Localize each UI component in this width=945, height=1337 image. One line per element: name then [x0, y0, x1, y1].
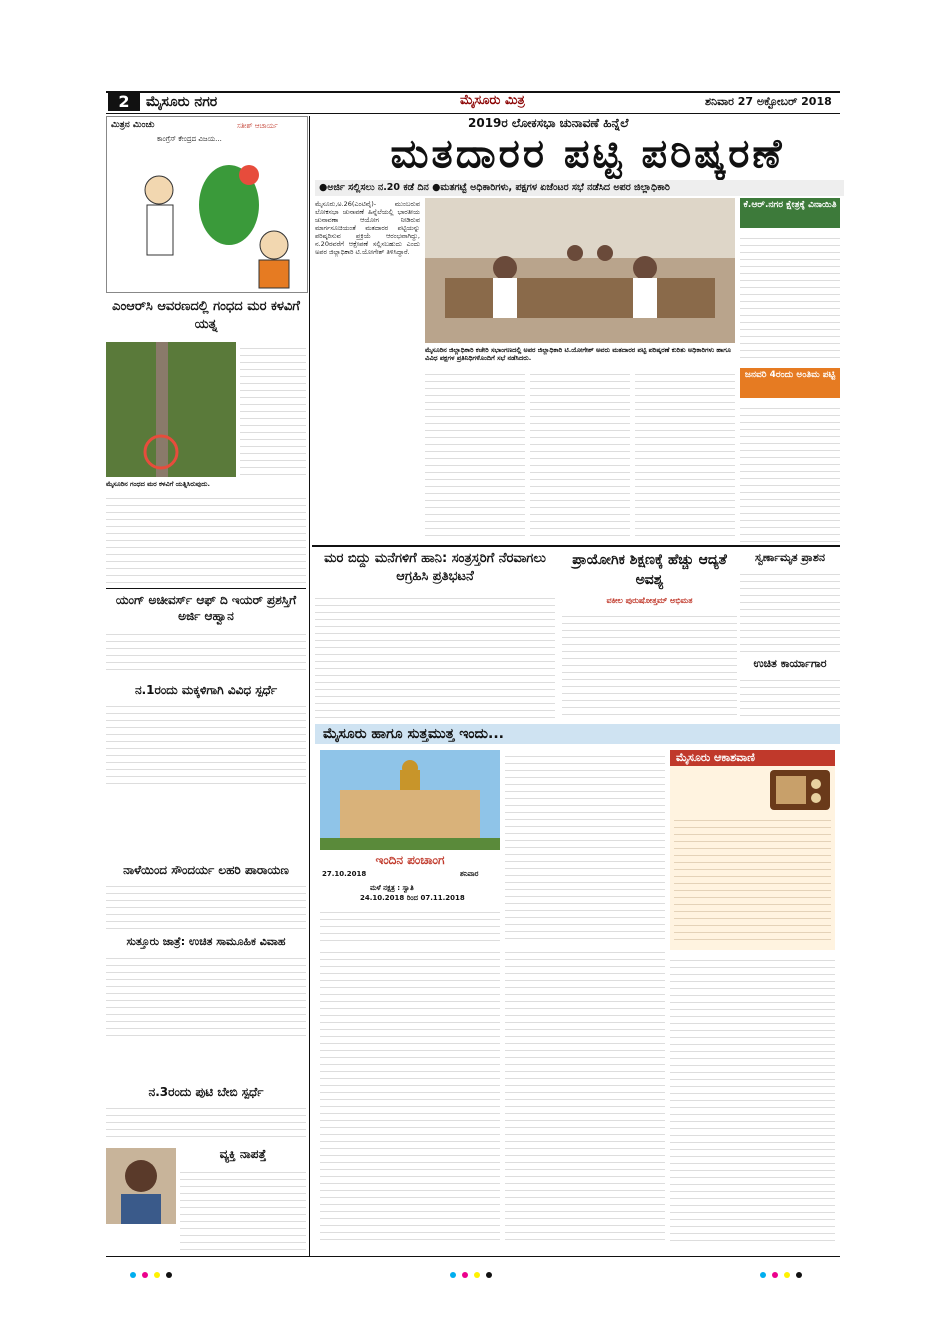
cartoon-drawing — [109, 145, 305, 290]
events-col3 — [670, 954, 835, 1246]
kr-nagar-box-title: ಕೆ.ಆರ್.ನಗರ ಕ್ಷೇತ್ರಕ್ಕೆ ವಿನಾಯಿತಿ — [740, 198, 840, 228]
soundarya-body — [106, 880, 306, 930]
reg-dot-cyan-2 — [450, 1272, 456, 1278]
events-banner: ಮೈಸೂರು ಹಾಗೂ ಸುತ್ತಮುತ್ತ ಇಂದು... — [315, 724, 840, 744]
missing-person-photo — [106, 1148, 176, 1224]
baby-headline: ನ.3ರಂದು ಪುಟಿ ಬೇಬಿ ಸ್ಪರ್ಧೆ — [148, 1085, 264, 1099]
soundarya-headline: ನಾಳೆಯಿಂದ ಸೌಂದರ್ಯ ಲಹರಿ ಪಾರಾಯಣ — [123, 863, 289, 877]
cartoon-artist: ಸತೀಶ್ ಆಚಾರ್ಯ — [237, 122, 278, 130]
lead-headline: ಮತದಾರರ ಪಟ್ಟಿ ಪರಿಷ್ಕರಣೆ — [390, 131, 785, 177]
lead-photo — [425, 198, 735, 343]
reg-dot-yellow-3 — [784, 1272, 790, 1278]
lead-body-col2 — [425, 368, 525, 540]
lead-body-col3 — [530, 368, 630, 540]
children-headline: ನ.1ರಂದು ಮಕ್ಕಳಿಗಾಗಿ ವಿವಿಧ ಸ್ಪರ್ಧೆ — [134, 683, 278, 697]
panchanga-body — [320, 906, 500, 942]
cartoon-title: ಮಿತ್ರನ ಮಿಂಚು — [111, 120, 155, 130]
lead-body-col4 — [635, 368, 735, 540]
sandalwood-body-2 — [106, 492, 306, 584]
reg-dot-magenta-1 — [142, 1272, 148, 1278]
lead-subhead: ●ಅರ್ಜಿ ಸಲ್ಲಿಸಲು ನ.20 ಕಡೆ ದಿನ ●ಮತಗಟ್ಟೆ ಅಧಿಕಾರಿಗಳು, ಪಕ್ಷಗಳ ಏಜೆಂಟರ ಸಭೆ ನಡೆಸಿದ ಅಪರ ಜಿಲ್ಲಾಧಿಕಾರಿ — [315, 180, 844, 196]
sandalwood-body — [240, 342, 306, 478]
palace-photo — [320, 750, 500, 850]
cartoon-caption: ಕಾಂಗ್ರೆಸ್ ಕೇಂದ್ರದ ವಿಜಯ... — [157, 135, 222, 143]
tree-body — [315, 592, 555, 720]
children-body — [106, 700, 306, 790]
wedding-body — [106, 952, 306, 1042]
reg-dot-magenta-3 — [772, 1272, 778, 1278]
reg-dot-black-1 — [166, 1272, 172, 1278]
jan4-body — [740, 402, 840, 542]
radio-schedule — [674, 814, 831, 946]
missing-headline: ವ್ಯಕ್ತಿ ನಾಪತ್ತೆ — [219, 1147, 267, 1161]
workshop-body — [740, 674, 840, 720]
lead-photo-caption: ಮೈಸೂರಿನ ಜಿಲ್ಲಾಧಿಕಾರಿ ಕಚೇರಿ ಸಭಾಂಗಣದಲ್ಲಿ ಅಪರ ಜಿಲ್ಲಾಧಿಕಾರಿ ಟಿ.ಯೋಗೇಶ್ ಅವರು ಮತದಾರರ ಪಟ್ಟಿ ಪರಿಷ್ಕರಣೆ ಕುರಿತು ಅಧಿಕಾರಿಗಳು ಹಾಗೂ ವಿವಿಧ ಪಕ್ಷಗಳ ಪ್ರತಿನಿಧಿಗಳೊಂದಿಗೆ ಸಭೆ ನಡೆಸಿದರು. — [425, 346, 731, 362]
panchanga-range: 24.10.2018 ರಿಂದ 07.11.2018 — [360, 894, 465, 902]
section-title: ಮೈಸೂರು ನಗರ — [146, 94, 218, 110]
sandalwood-headline: ಎಂಆರ್‌ಸಿ ಆವರಣದಲ್ಲಿ ಗಂಧದ ಮರ ಕಳವಿಗೆ ಯತ್ನ — [112, 299, 300, 332]
reg-dot-black-2 — [486, 1272, 492, 1278]
lead-body: ಮೈಸೂರು,ಅ.26(ಎಂಟಿವೈ)- ಮುಂಬರುವ ಲೋಕಸಭಾ ಚುನಾವಣೆ ಹಿನ್ನೆಲೆಯಲ್ಲಿ ಭಾರತೀಯ ಚುನಾವಣಾ ಆಯೋಗ ನೀಡಿರುವ ಮಾರ್ಗಸೂಚಿಯಂತೆ ಮತದಾರರ ಪಟ್ಟಿಯನ್ನು ಪರಿಷ್ಕರಿಸುವ ಪ್ರಕ್ರಿಯೆ ಆರಂಭವಾಗಿದ್ದು, ನ.20ರವರೆಗೆ ಆಕ್ಷೇಪಣೆ ಸಲ್ಲಿಸಬಹುದು ಎಂದು ಅಪರ ಜಿಲ್ಲಾಧಿಕಾರಿ ಟಿ.ಯೋಗೇಶ್ ತಿಳಿಸಿದ್ದಾರೆ. — [315, 200, 420, 256]
swarnamrutha-body — [740, 568, 840, 652]
panchanga-title: ಇಂದಿನ ಪಂಚಾಂಗ — [375, 853, 445, 867]
reg-dot-cyan-1 — [130, 1272, 136, 1278]
tree-headline: ಮರ ಬಿದ್ದು ಮನೆಗಳಿಗೆ ಹಾನಿ: ಸಂತ್ರಸ್ತರಿಗೆ ನೆರವಾಗಲು ಆಗ್ರಹಿಸಿ ಪ್ರತಿಭಟನೆ — [324, 551, 546, 584]
kr-nagar-body — [740, 232, 840, 362]
reg-dot-magenta-2 — [462, 1272, 468, 1278]
sandalwood-photo — [106, 342, 236, 477]
young-achievers-headline: ಯಂಗ್ ಅಚೀವರ್ಸ್ ಆಫ್ ದಿ ಇಯರ್ ಪ್ರಶಸ್ತಿಗೆ ಅರ್ಜಿ ಆಹ್ವಾನ — [115, 593, 297, 623]
paper-name: ಮೈಸೂರು ಮಿತ್ರ — [460, 93, 525, 108]
practical-headline: ಪ್ರಾಯೋಗಿಕ ಶಿಕ್ಷಣಕ್ಕೆ ಹೆಚ್ಚು ಆದ್ಯತೆ ಅವಶ್ಯ — [572, 552, 727, 588]
reg-dot-black-3 — [796, 1272, 802, 1278]
reg-dot-yellow-2 — [474, 1272, 480, 1278]
lead-strap: 2019ರ ಲೋಕಸಭಾ ಚುನಾವಣೆ ಹಿನ್ನೆಲೆ — [468, 116, 629, 130]
sandalwood-caption: ಮೈಸೂರಿನ ಗಂಧದ ಮರ ಕಳವಿಗೆ ಯತ್ನಿಸಿರುವುದು. — [106, 480, 210, 488]
reg-dot-cyan-3 — [760, 1272, 766, 1278]
cartoon-panel — [106, 116, 308, 293]
young-achievers-body — [106, 628, 306, 676]
radio-box — [670, 750, 835, 950]
reg-dot-yellow-1 — [154, 1272, 160, 1278]
radio-icon — [770, 770, 830, 810]
workshop-headline: ಉಚಿತ ಕಾರ್ಯಾಗಾರ — [753, 657, 827, 670]
panchanga-date: 27.10.2018 — [322, 870, 367, 878]
baby-body — [106, 1102, 306, 1142]
events-col1 — [320, 946, 500, 1246]
issue-date: ಶನಿವಾರ 27 ಅಕ್ಟೋಬರ್ 2018 — [705, 95, 832, 108]
jan4-box-title: ಜನವರಿ 4ರಂದು ಅಂತಿಮ ಪಟ್ಟಿ — [740, 368, 840, 398]
missing-body — [180, 1166, 306, 1252]
swarnamrutha-headline: ಸ್ವರ್ಣಾಮೃತ ಪ್ರಾಶನ — [755, 551, 825, 564]
practical-byline: ವಕೀಲ ಪುರುಷೋತ್ತಮ್ ಅಭಿಮತ — [606, 596, 693, 605]
page-number: 2 — [108, 93, 140, 111]
events-col2 — [505, 946, 665, 1246]
radio-title: ಮೈಸೂರು ಆಕಾಶವಾಣಿ — [670, 750, 835, 766]
wedding-headline: ಸುತ್ತೂರು ಜಾತ್ರೆ: ಉಚಿತ ಸಾಮೂಹಿಕ ವಿವಾಹ — [126, 935, 286, 948]
practical-body — [562, 610, 737, 720]
panchanga-nakshatra: ಮಳೆ ನಕ್ಷತ್ರ : ಸ್ವಾತಿ — [370, 884, 414, 892]
events-col1-top — [505, 750, 665, 945]
panchanga-day: ಶನಿವಾರ — [460, 870, 479, 878]
